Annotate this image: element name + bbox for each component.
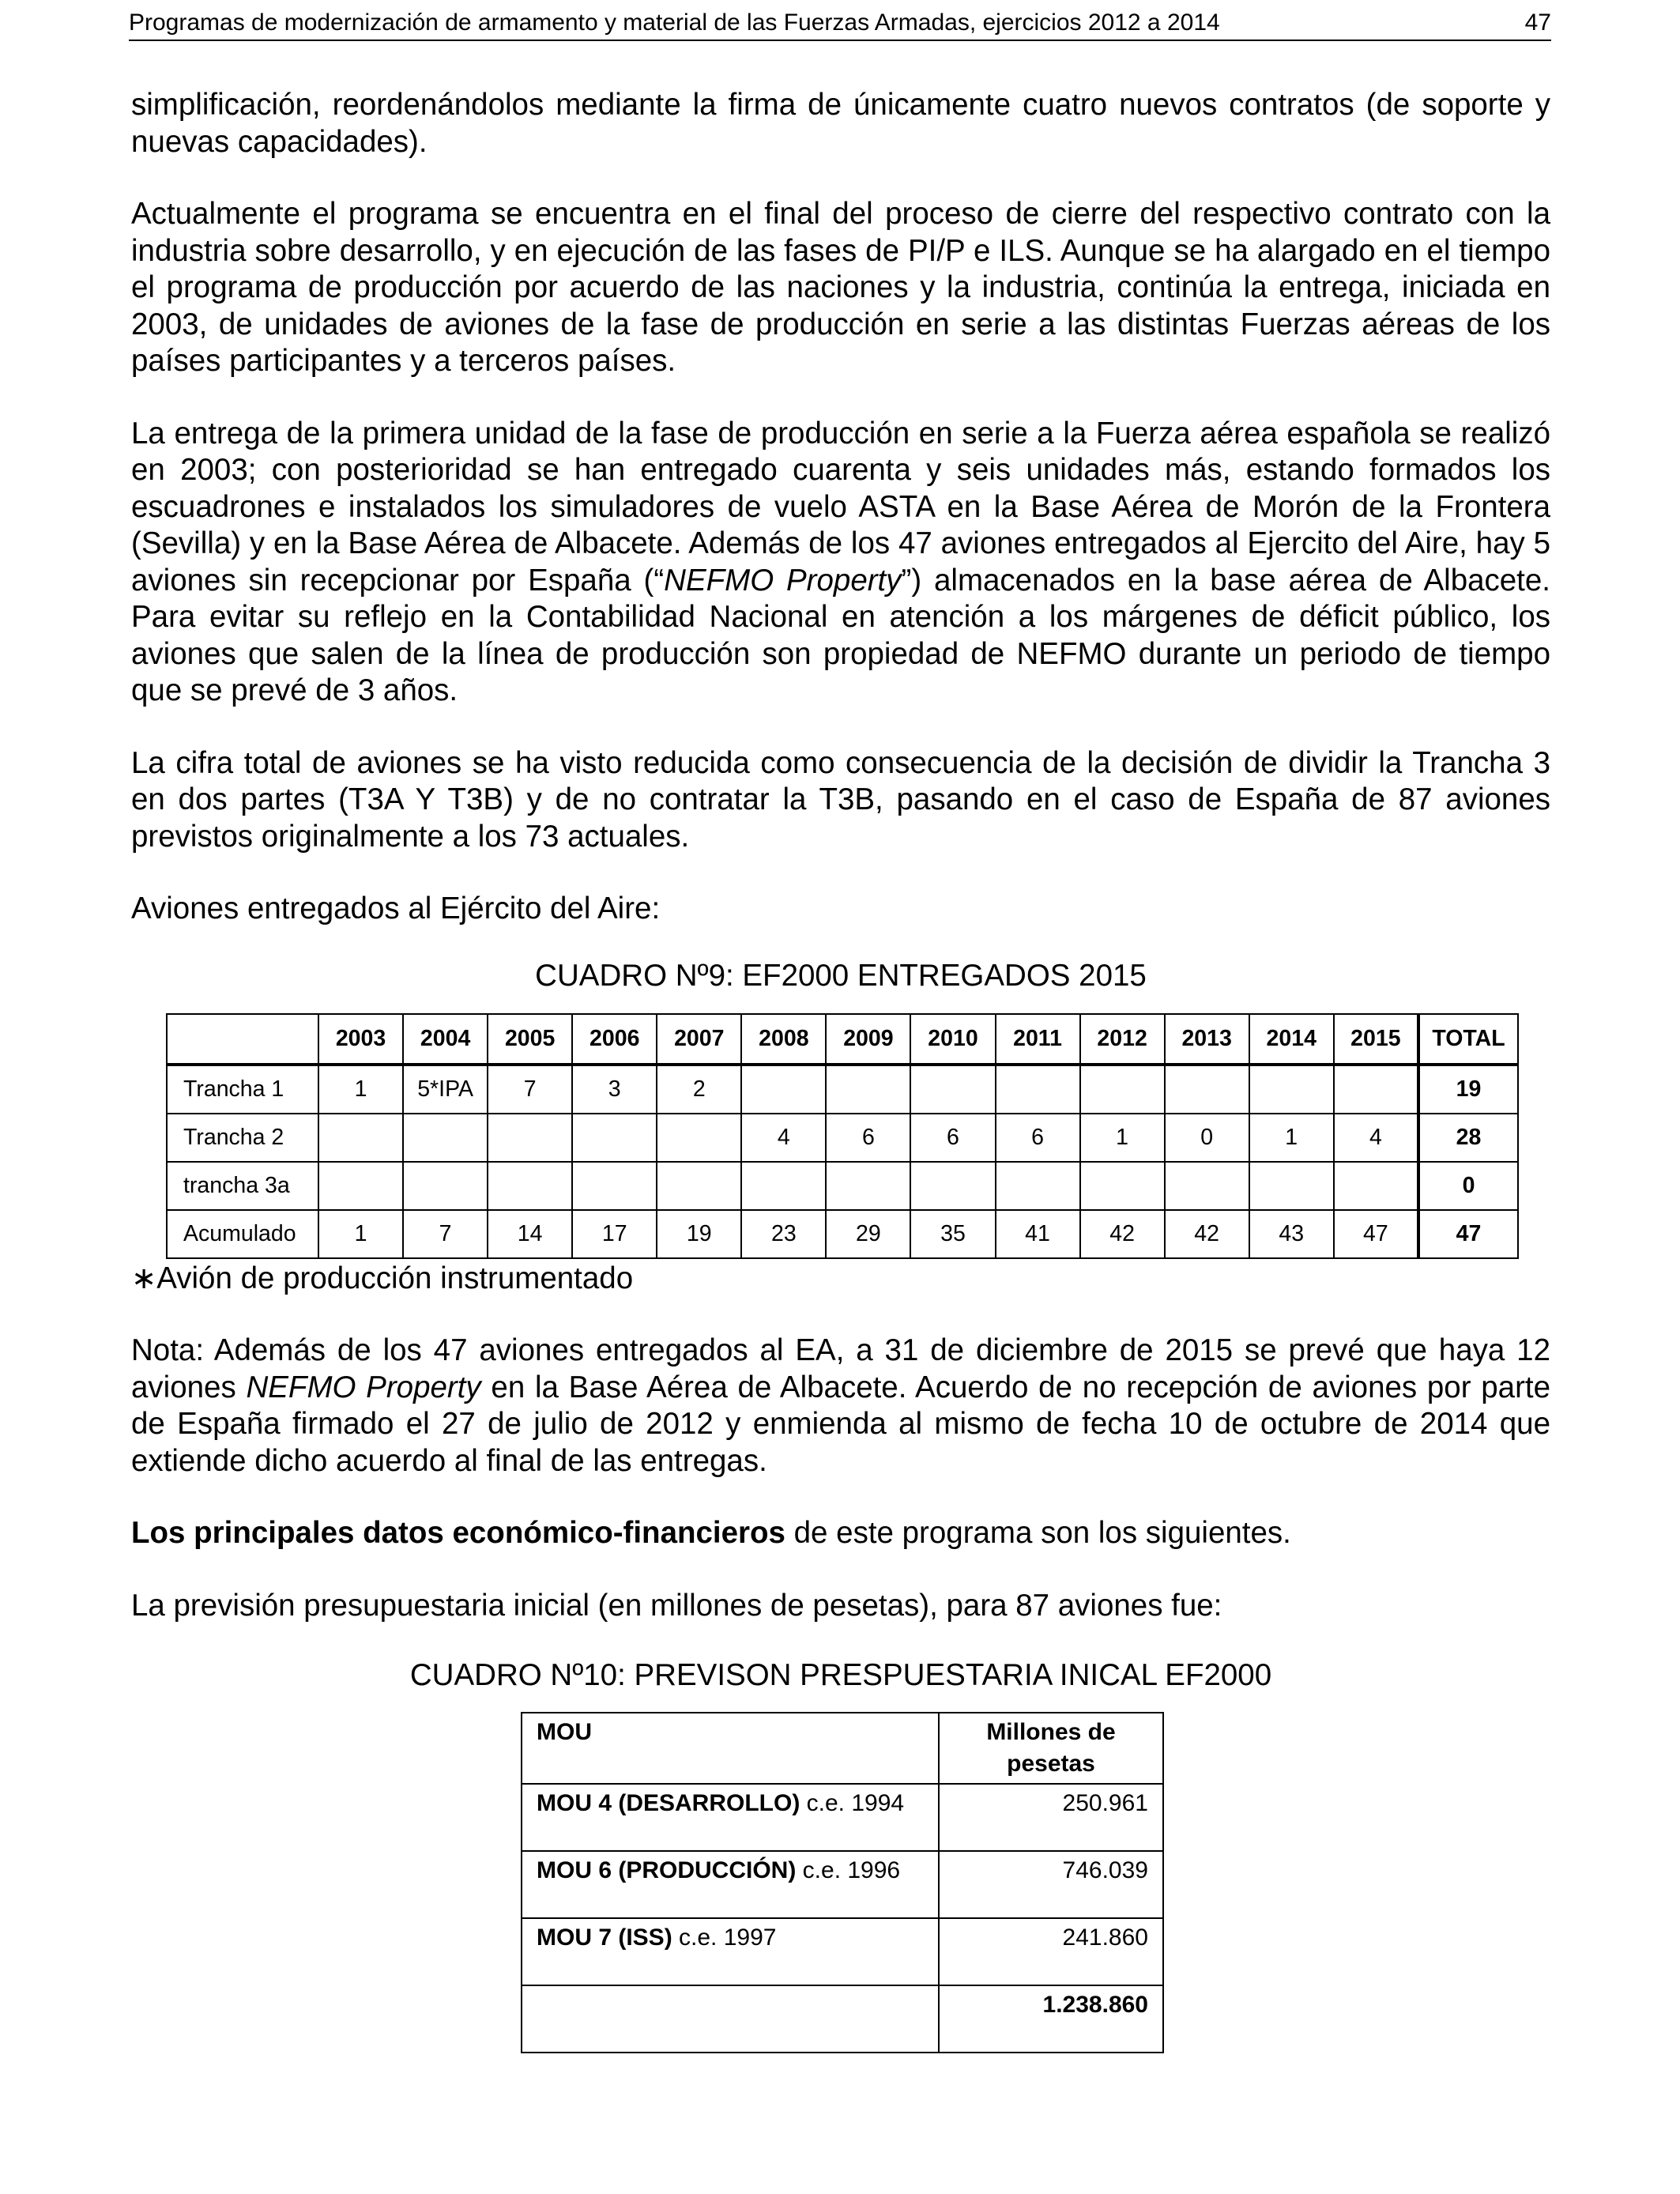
table-cell [1165,1162,1249,1210]
note-italic: NEFMO Property [246,1370,481,1404]
row-total: 47 [1418,1210,1518,1258]
col-header-mou: MOU [522,1713,939,1784]
table-row [522,1851,1163,1918]
row-total: 19 [1418,1065,1518,1114]
year-header: 2012 [1080,1014,1165,1065]
table-cell: 0 [1165,1114,1249,1162]
paragraph-3-italic: NEFMO Property [664,563,902,598]
table-row [167,1114,1518,1162]
table-cell [1249,1065,1334,1114]
mou-name: MOU 4 (DESARROLLO) [537,1790,800,1816]
mou-date: c.e. 1997 [672,1924,777,1951]
document-body [131,87,1550,2053]
amount-cell: 250.961 [939,1784,1163,1851]
year-header: 2004 [403,1014,488,1065]
col-header-millones: Millones de pesetas [939,1713,1163,1784]
table-cell [488,1114,572,1162]
table-cell [1334,1162,1418,1210]
table-cell: 7 [488,1065,572,1114]
row-label: trancha 3a [167,1162,318,1210]
table-row [522,1985,1163,2053]
table-cell: 43 [1249,1210,1334,1258]
mou-name: MOU 7 (ISS) [537,1924,672,1951]
row-total: 0 [1418,1162,1518,1210]
table-cell: 6 [910,1114,995,1162]
paragraph-6-bold: Los principales datos económico-financieros [131,1516,785,1550]
table-cell: 42 [1080,1210,1165,1258]
paragraph-7: La previsión presupuestaria inicial (en millones de pesetas), para 87 aviones fue: [131,1588,1222,1623]
table-row [167,1162,1518,1210]
table-cell: 1 [1080,1114,1165,1162]
year-header: 2009 [826,1014,910,1065]
table-cell [403,1114,488,1162]
table-cell [741,1162,826,1210]
table-cell: 2 [657,1065,741,1114]
table-cell: 23 [741,1210,826,1258]
table-cell [403,1162,488,1210]
row-label: Acumulado [167,1210,318,1258]
table-cell [1165,1065,1249,1114]
table10-header-row [522,1713,1163,1784]
table-cell [910,1065,995,1114]
table-cell [488,1162,572,1210]
year-header: 2011 [996,1014,1080,1065]
table-cell [1080,1065,1165,1114]
empty-cell [522,1985,939,2053]
mou-name: MOU 6 (PRODUCCIÓN) [537,1857,797,1883]
year-header: 2013 [1165,1014,1249,1065]
table-cell: 3 [572,1065,657,1114]
note-paragraph [131,1333,1550,1480]
mou-cell [522,1918,939,1985]
table9-header-row [167,1014,1518,1065]
paragraph-2: Actualmente el programa se encuentra en el final del proceso de cierre del respectivo contrato con la industria sobre desarrollo, y en ejecución de las fases de PI/P e ILS. Aunque se ha alargado en el tiempo el programa de producción por acuerdo de las naciones y la industria, continúa la entrega, iniciada en 2003, de unidades de aviones de la fase de producción en serie a las distintas Fuerzas aéreas de los países participantes y a terceros países. [131,197,1550,378]
table-cell [826,1162,910,1210]
paragraph-3-text-a: La entrega de la primera unidad de la fase de producción en serie a la Fuerza aérea española se realizó en 2003; con posterioridad se han entregado cuarenta y seis unidades más, estando formados los escuadrones e instalados los simuladores de vuelo ASTA en la Base Aérea de Morón de la Frontera (Sevilla) y en la Base Aérea de Albacete. Además de los 47 aviones entregados al Ejercito del Aire, hay 5 aviones sin recepcionar por España (“ [131,416,1550,598]
table-cell: 41 [996,1210,1080,1258]
year-header: 2003 [318,1014,403,1065]
page-number: 47 [1524,9,1551,36]
table-cell: 1 [318,1210,403,1258]
table-row [167,1210,1518,1258]
table-cell: 7 [403,1210,488,1258]
table-cell [572,1162,657,1210]
table-cell [318,1114,403,1162]
table-cell: 1 [318,1065,403,1114]
table-cell [996,1162,1080,1210]
mou-date: c.e. 1996 [796,1857,901,1883]
table-cell: 35 [910,1210,995,1258]
paragraph-4: La cifra total de aviones se ha visto reducida como consecuencia de la decisión de dividir la Trancha 3 en dos partes (T3A Y T3B) y de no contratar la T3B, pasando en el caso de España de 87 aviones previstos originalmente a los 73 actuales. [131,745,1550,854]
table-row [167,1065,1518,1114]
table-cell [657,1114,741,1162]
year-header: 2014 [1249,1014,1334,1065]
year-header: 2005 [488,1014,572,1065]
mou-cell [522,1851,939,1918]
row-label: Trancha 1 [167,1065,318,1114]
table-cell [741,1065,826,1114]
note-text-c: en la Base Aérea de Albacete. Acuerdo de no recepción de aviones por parte de España firmado el 27 de julio de 2012 y enmienda al mismo de fecha 10 de octubre de 2014 que extiende dicho acuerdo al final de las entregas. [131,1370,1551,1478]
table-cell: 14 [488,1210,572,1258]
table-cell [1334,1065,1418,1114]
total-amount: 1.238.860 [939,1985,1163,2053]
note-text-a: Nota: Además de los 47 aviones entregados al EA, a 31 de diciembre de 2015 se prevé que haya 12 aviones [131,1333,1550,1404]
table9-footnote: ∗Avión de producción instrumentado [131,1261,634,1295]
table-cell [1080,1162,1165,1210]
table9-corner-cell [167,1014,318,1065]
paragraph-6-rest: de este programa son los siguientes. [785,1516,1291,1550]
amount-cell: 746.039 [939,1851,1163,1918]
table-cell [1249,1162,1334,1210]
paragraph-3 [131,416,1550,710]
table-budget-forecast [521,1712,1164,2053]
table-ef2000-deliveries [166,1013,1519,1259]
table-row [522,1918,1163,1985]
table-cell: 1 [1249,1114,1334,1162]
table-cell [826,1065,910,1114]
table-cell: 29 [826,1210,910,1258]
table-cell: 6 [996,1114,1080,1162]
table-cell: 5*IPA [403,1065,488,1114]
table10-caption: CUADRO Nº10: PREVISON PRESPUESTARIA INICAL EF2000 [409,1658,1272,1692]
year-header: 2008 [741,1014,826,1065]
table-cell: 4 [741,1114,826,1162]
row-total: 28 [1418,1114,1518,1162]
table-cell: 47 [1334,1210,1418,1258]
year-header: 2007 [657,1014,741,1065]
running-title: Programas de modernización de armamento y material de las Fuerzas Armadas, ejercicios 2012 a 2014 [129,9,1220,36]
table-cell: 19 [657,1210,741,1258]
table-cell [572,1114,657,1162]
table-row [522,1784,1163,1851]
table-cell [996,1065,1080,1114]
table-cell: 4 [1334,1114,1418,1162]
total-header: TOTAL [1418,1014,1518,1065]
page-header [129,6,1551,41]
table-cell: 17 [572,1210,657,1258]
table-cell [910,1162,995,1210]
table-cell [318,1162,403,1210]
year-header: 2006 [572,1014,657,1065]
amount-cell: 241.860 [939,1918,1163,1985]
paragraph-3-text-c: ”) almacenados en la base aérea de Albacete. Para evitar su reflejo en la Contabilidad Nacional en atención a los márgenes de déficit público, los aviones que salen de la línea de producción son propiedad de NEFMO durante un periodo de tiempo que se prevé de 3 años. [131,563,1550,707]
table9-caption: CUADRO Nº9: EF2000 ENTREGADOS 2015 [535,958,1147,993]
mou-cell [522,1784,939,1851]
year-header: 2010 [910,1014,995,1065]
table-cell: 6 [826,1114,910,1162]
paragraph-6 [131,1515,1550,1552]
year-header: 2015 [1334,1014,1418,1065]
paragraph-5: Aviones entregados al Ejército del Aire: [131,892,661,925]
table-cell: 42 [1165,1210,1249,1258]
paragraph-1: simplificación, reordenándolos mediante la firma de únicamente cuatro nuevos contratos (de soporte y nuevas capacidades). [131,88,1550,159]
row-label: Trancha 2 [167,1114,318,1162]
table-cell [657,1162,741,1210]
mou-date: c.e. 1994 [800,1790,905,1816]
